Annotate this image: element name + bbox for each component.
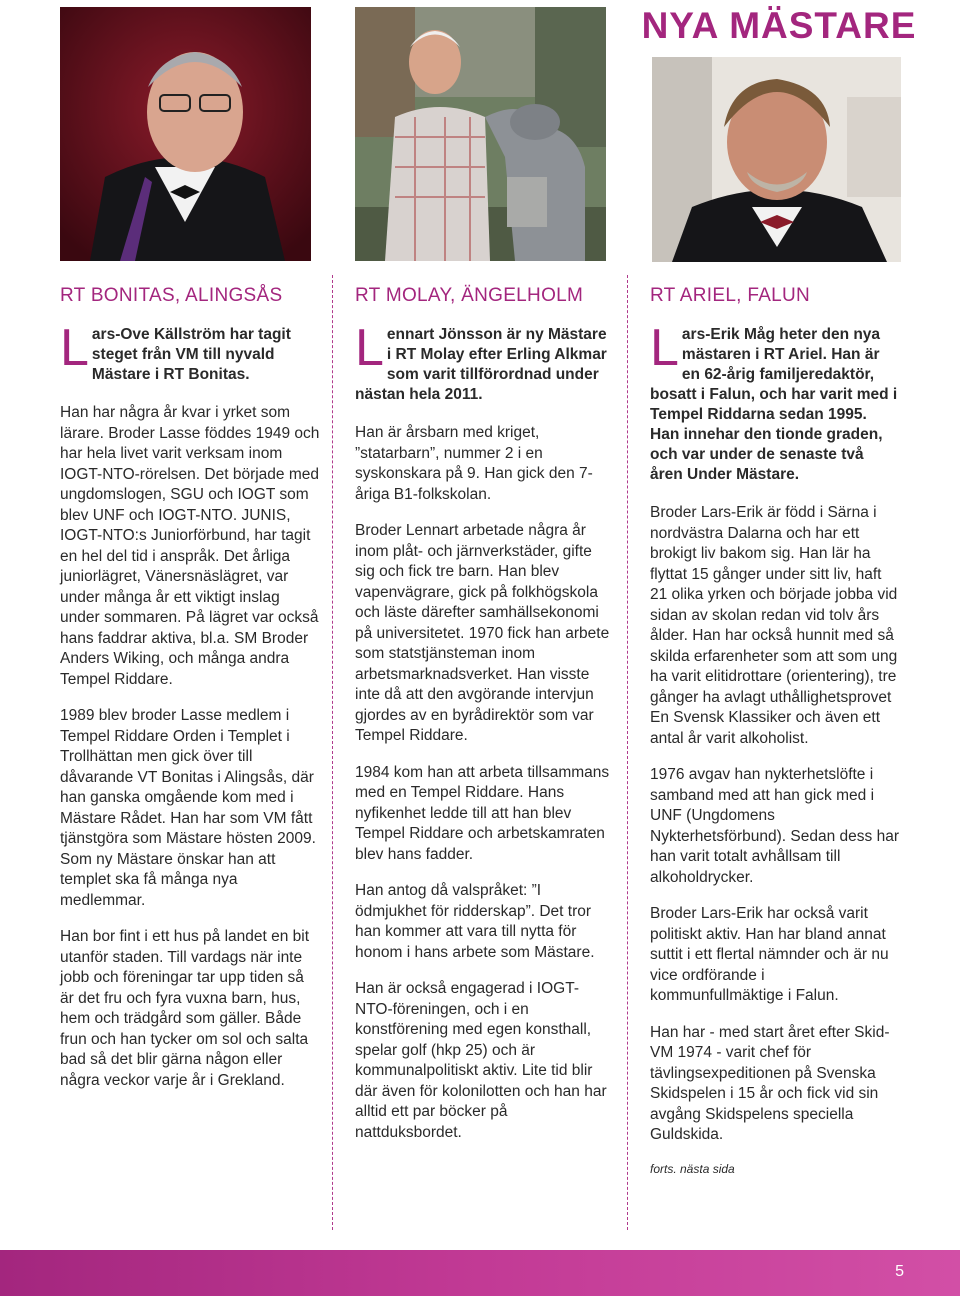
- photo-bonitas-master: [60, 7, 311, 261]
- paragraph: Han har - med start året efter Skid-VM 1974 - varit chef för tävlingsexpeditionen på Svenska Skidspelen i 15 år och fick vid sin avgång Skidspelens speciella Guldskida.: [650, 1023, 890, 1143]
- article-lead: [355, 319, 613, 405]
- paragraph: Han är också engagerad i IOGT-NTO-föreningen, och i en konstförening med egen konsthall, spelar golf (hkp 25) och är kommunalpolitiskt aktiv. Lite tid blir där även för kolonilotten och han har alltid ett par böcker på nattduksbordet.: [355, 980, 607, 1141]
- paragraph: 1989 blev broder Lasse medlem i Tempel Riddare Orden i Templet i Trollhättan men gick över till dåvarande VT Bonitas i Alingsås, där han ganska omgående kom med i Mästare Rådet. Han har som VM fått tjänstgöra som Mästare hösten 2009. Som ny Mästare önskar han att templet ska få många nya medlemmar.: [60, 707, 316, 909]
- article-lead: [60, 319, 320, 385]
- photo-molay-master: [355, 7, 606, 261]
- article-molay: [355, 285, 613, 1159]
- drop-cap: L: [650, 319, 679, 377]
- article-heading: RT BONITAS, ALINGSÅS: [60, 285, 283, 306]
- paragraph: Han antog då valspråket: ”I ödmjukhet för ridderskap”. Det tror han kommer att vara till nytta för honom i hans arbete som Mästare.: [355, 882, 595, 961]
- article-ariel: [650, 285, 900, 1176]
- column-divider: [627, 275, 628, 1230]
- lead-text: ars-Ove Källström har tagit steget från VM till nyvald Mästare i RT Bonitas.: [91, 326, 291, 383]
- paragraph: Han har några år kvar i yrket som lärare. Broder Lasse föddes 1949 och har hela livet varit verksam inom IOGT-NTO-rörelsen. Det började med ungdomslogen, SGU och IOGT som blev UNF och IOGT-NTO. JUNIS, IOGT-NTO:s Juniorförbund, har tagit en hel del tid i anspråk. Det årliga juniorlägret, Vänersnäslägret, var under många år ett viktigt inslag under sommaren. På lägret var också hans faddrar aktiva, bl.a. SM Broder Anders Wiking, och många andra Tempel Riddare.: [60, 404, 320, 688]
- lead-text: ennart Jönsson är ny Mästare i RT Molay efter Erling Alkmar som varit tillförordnad under nästan hela 2011.: [355, 326, 607, 403]
- drop-cap: L: [355, 319, 384, 377]
- paragraph: Han är årsbarn med kriget, ”statarbarn”, nummer 2 i en syskonskara på 9. Han gick den 7-åriga B1-folkskolan.: [355, 424, 593, 503]
- column-divider: [332, 275, 333, 1230]
- paragraph: Broder Lars-Erik är född i Särna i nordvästra Dalarna och har ett brokigt liv bakom sig. Han lär ha flyttat 15 gånger under sitt liv, haft 21 olika yrken och började jobba vid sidan av skolan redan vid tolv års ålder. Han har också hunnit med så skilda erfarenheter som att som ung ha varit elitidrottare (orientering), tre gånger ha avlagt uthållighetsprovet En Svensk Klassiker och även ett antal år varit alkoholist.: [650, 504, 898, 747]
- page-title: NYA MÄSTARE: [598, 0, 960, 52]
- paragraph: Broder Lars-Erik har också varit politiskt aktiv. Han har bland annat suttit i ett flertal nämnder och är nu vice ordförande i kommunfullmäktige i Falun.: [650, 905, 889, 1004]
- drop-cap: L: [60, 319, 89, 377]
- lead-text: ars-Erik Måg heter den nya mästaren i RT Ariel. Han är en 62-årig familjeredaktör, bosatt i Falun, och har varit med i Tempel Riddarna sedan 1995. Han innehar den tionde graden, och var under de senaste två åren Under Mästare.: [650, 326, 898, 483]
- article-heading: RT MOLAY, ÄNGELHOLM: [355, 285, 584, 306]
- page-number: 5: [895, 1263, 904, 1280]
- article-lead: [650, 319, 900, 485]
- continued-note: forts. nästa sida: [650, 1161, 735, 1176]
- paragraph: Broder Lennart arbetade några år inom plåt- och järnverkstäder, gifte sig och fick tre barn. Han blev vapenvägrare, gick på folkhögskola och läste därefter samhällsekonomi på universitetet. 1970 fick han arbete som statstjänsteman inom arbetsmarknadsverket. Han visste inte då att den avgörande intervjun gjordes av en byrådirektör som var Tempel Riddare.: [355, 522, 610, 744]
- paragraph: 1976 avgav han nykterhetslöfte i samband med att han gick med i UNF (Ungdomens Nykterhetsförbund). Sedan dess har han varit totalt avhållsam till alkoholdrycker.: [650, 766, 899, 886]
- footer-bar: [0, 1250, 960, 1296]
- paragraph: 1984 kom han att arbeta tillsammans med en Tempel Riddare. Hans nyfikenhet ledde till att han blev Tempel Riddare och arbetskamraten blev hans fadder.: [355, 763, 610, 863]
- article-heading: RT ARIEL, FALUN: [650, 285, 811, 306]
- photo-ariel-master: [652, 57, 901, 262]
- article-bonitas: [60, 285, 320, 1107]
- paragraph: Han bor fint i ett hus på landet en bit utanför staden. Till vardags när inte jobb och föreningar tar upp tiden så är det fru och fyra vuxna barn, hus, hem och trädgård som gäller. Både frun och han tycker om sol och salta bad så det blir gärna någon eller några veckor varje år i Grekland.: [60, 928, 310, 1089]
